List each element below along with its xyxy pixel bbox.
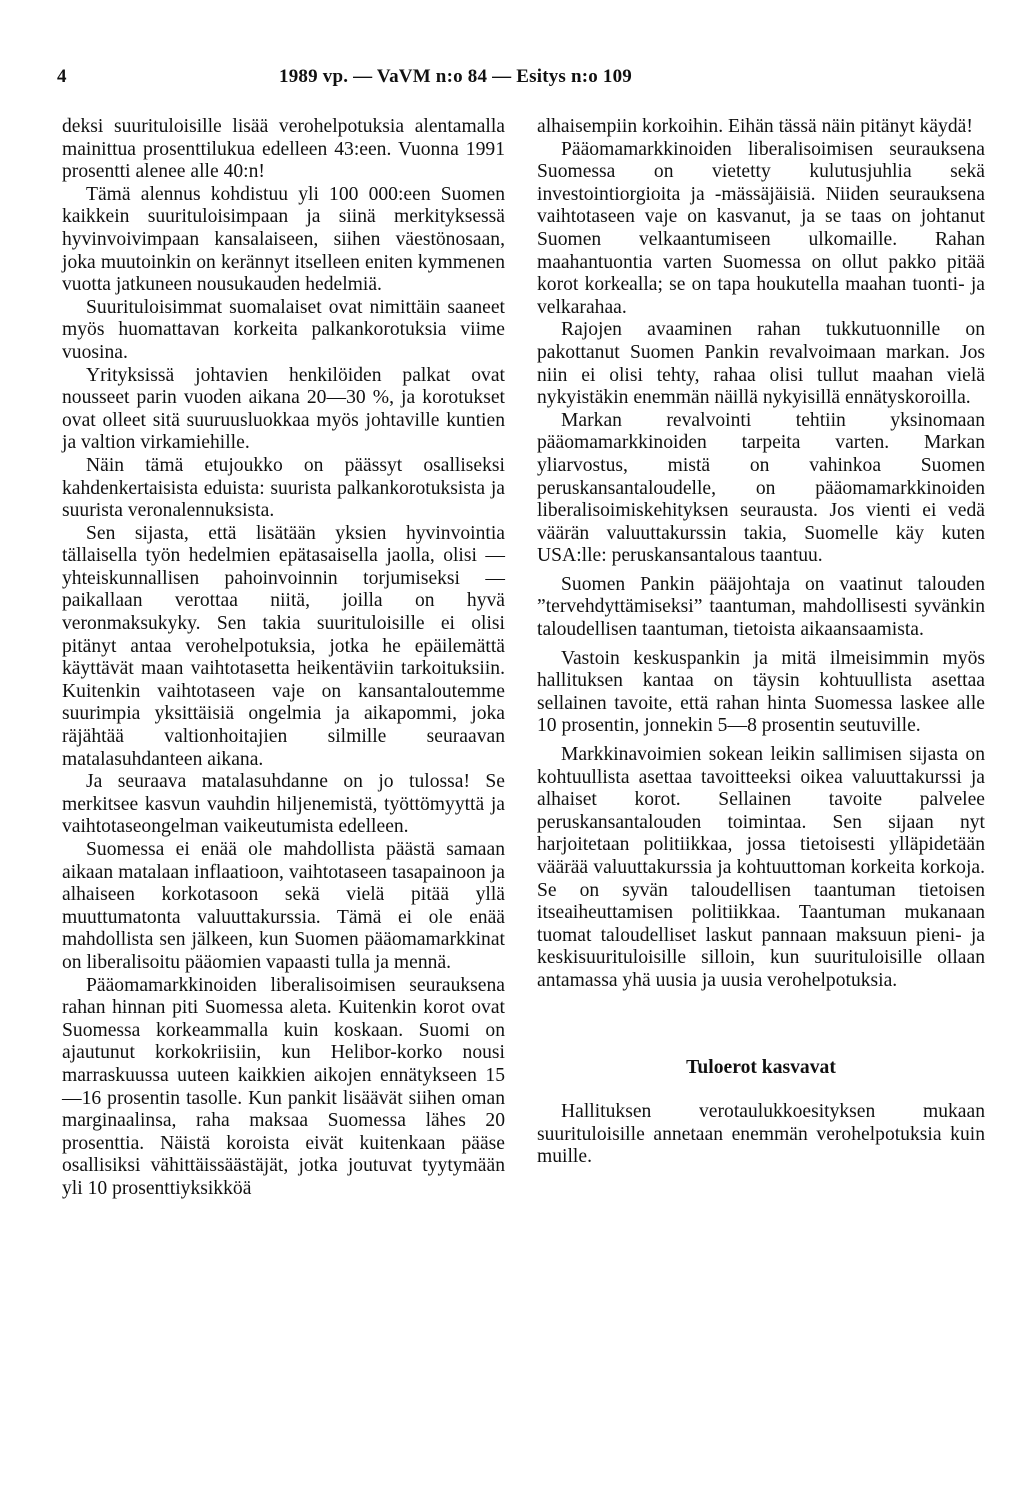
paragraph: Markkinavoimien sokean leikin sallimisen sijasta on kohtuullista asettaa tavoitteeksi oikea valuuttakurssi ja alhaiset korot. Sellainen tavoite palvelee peruskansantalouden toimintaa. Sen sijaan nyt harjoitetaan politiikkaa, jossa tietoisesti ylläpidetään väärää valuuttakurssia ja kohtuuttoman korkeita korkoja. Se on syvän taloudellisen taantuman tietoisen itseaiheuttamisen politiikkaa. Taantuman mukanaan tuomat taloudelliset laskut pannaan maksuun pieni- ja keskisuurituloisille silloin, kun suurituloisille ollaan antamassa yhä uusia ja uusia verohelpotuksia. [537,744,985,991]
paragraph: alhaisempiin korkoihin. Eihän tässä näin pitänyt käydä! [537,116,973,137]
paragraph: Markan revalvointi tehtiin yksinomaan pääomamarkkinoiden tarpeita varten. Markan yliarvostus, mistä on vahinkoa Suomen peruskansantaloudelle, on pääomamarkkinoiden liberalisoimiskehityksen seurausta. Jos vienti ei vedä väärän valuuttakurssin takia, Suomelle käy kuten USA:lle: peruskansantalous taantuu. [537,409,985,567]
page-header [0,66,1024,94]
paragraph: Suomessa ei enää ole mahdollista päästä samaan aikaan matalaan inflaatioon, vaihtotaseen tasapainoon ja alhaiseen korkotasoon sekä vielä pitää yllä muuttumatonta valuuttakurssia. Tämä ei ole enää mahdollista sen jälkeen, kun Suomen pääomamarkkinat on liberalisoitu pääomien vapaasti tulla ja mennä. [62,839,505,973]
paragraph: Vastoin keskuspankin ja mitä ilmeisimmin myös hallituksen kantaa on täysin kohtuullista asettaa sellainen tavoite, että rahan hinta Suomessa laskee alle 10 prosentin, jonnekin 5—8 prosentin seutuville. [537,647,985,737]
page-number: 4 [57,66,67,87]
running-head: 1989 vp. — VaVM n:o 84 — Esitys n:o 109 [279,66,633,87]
left-column [62,116,505,1201]
section-heading: Tuloerot kasvavat [686,1056,836,1078]
paragraph: Sen sijasta, että lisätään yksien hyvinvointia tällaisella työn hedelmien epätasaisella jaolla, olisi — yhteiskunnallisen pahoinvoinnin torjumiseksi — paikallaan verottaa niitä, joilla on hyvä veronmaksukyky. Sen takia suurituloisille ei olisi pitänyt antaa verohelpotuksia, jotka he epäilemättä käyttävät maan vaihtotasetta heikentäviin tarkoituksiin. Kuitenkin vaihtotaseen vaje on kansantaloutemme suurimpia yksittäisiä ongelmia ja aikapommi, joka räjähtää valtionhoitajien silmille seuraavan matalasuhdanteen aikana. [62,522,505,770]
paragraph: Ja seuraava matalasuhdanne on jo tulossa! Se merkitsee kasvun vauhdin hiljenemistä, työttömyyttä ja vaihtotaseongelman vaikeutumista edelleen. [62,771,505,838]
right-column [537,116,985,1169]
paragraph: Pääomamarkkinoiden liberalisoimisen seurauksena Suomessa on vietetty kulutusjuhlia sekä investointiorgioita ja -mässäjäisiä. Niiden seurauksena vaihtotaseen vaje on kasvanut, ja se taas on johtanut Suomen velkaantumiseen ulkomaille. Rahan maahantuontia varten Suomessa on ollut pakko pitää korot korkealla; se on tapa houkutella maahan tuonti- ja velkarahaa. [537,138,985,318]
paragraph: deksi suurituloisille lisää verohelpotuksia alentamalla mainittua prosenttilukua edelleen 43:een. Vuonna 1991 prosentti alenee alle 40:n! [62,116,505,183]
paragraph: Suurituloisimmat suomalaiset ovat nimittäin saaneet myös huomattavan korkeita palkankorotuksia viime vuosina. [62,296,505,363]
paragraph: Hallituksen verotaulukkoesityksen mukaan suurituloisille annetaan enemmän verohelpotuksia kuin muille. [537,1101,985,1168]
paragraph: Pääomamarkkinoiden liberalisoimisen seurauksena rahan hinnan piti Suomessa aleta. Kuitenkin korot ovat Suomessa korkeammalla kuin koskaan. Suomi on ajautunut korkokriisiin, kun Helibor-korko nousi marraskuussa uuteen kaikkien aikojen ennätykseen 15—16 prosentin tasolle. Kun pankit lisäävät siihen oman marginaalinsa, raha maksaa Suomessa lähes 20 prosenttia. Näistä koroista eivät kuitenkaan pääse osallisiksi vähittäissäästäjät, jotka joutuvat tyytymään yli 10 prosenttiyksikköä [62,974,505,1199]
paragraph: Yrityksissä johtavien henkilöiden palkat ovat nousseet parin vuoden aikana 20—30 %, ja korotukset ovat olleet sitä suuruusluokkaa myös johtaville kuntien ja valtion virkamiehille. [62,364,505,454]
paragraph: Rajojen avaaminen rahan tukkutuonnille on pakottanut Suomen Pankin revalvoimaan markan. Jos niin ei olisi tehty, rahaa olisi tullut maahan vielä nykyistäkin enemmän näillä nykyisillä ennätyskoroilla. [537,319,985,409]
paragraph: Tämä alennus kohdistuu yli 100 000:een Suomen kaikkein suurituloisimpaan ja siinä merkityksessä hyvinvoivimpaan kansalaiseen, siihen väestönosaan, joka muutoinkin on kerännyt itselleen eniten kymmenen vuotta jatkuneen nousukauden hedelmiä. [62,183,505,296]
paragraph: Näin tämä etujoukko on päässyt osalliseksi kahdenkertaisista eduista: suurista palkankorotuksista ja suurista veronalennuksista. [62,454,505,522]
paragraph: Suomen Pankin pääjohtaja on vaatinut talouden ”tervehdyttämiseksi” taantuman, mahdollisesti syvänkin taloudellisen taantuman, tietoista aikaansaamista. [537,573,985,641]
